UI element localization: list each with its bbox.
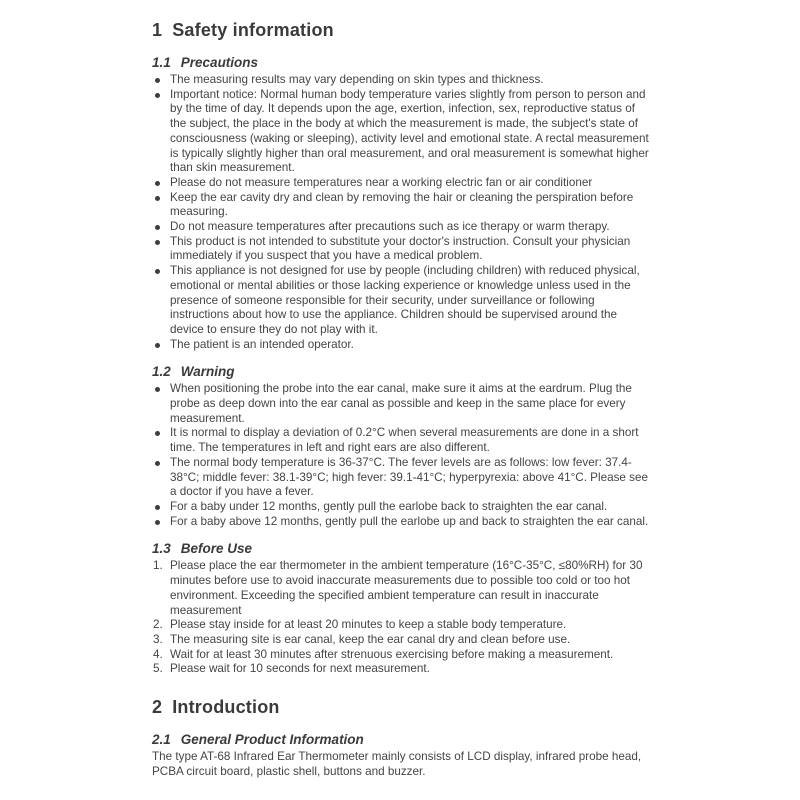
- section-heading: [152, 364, 653, 380]
- section-heading: [152, 55, 653, 71]
- heading-title: Safety information: [172, 20, 334, 40]
- list-item: The normal body temperature is 36-37°C. The fever levels are as follows: low fever: 37.4-38°C; middle fever: 38.1-39°C; high fever: 39.1-41°C; hyperpyrexia: above 41°C. Please see a doctor if you have a fever.: [152, 456, 653, 500]
- bullet-list: [152, 382, 653, 529]
- heading-title: General Product Information: [180, 732, 364, 748]
- list-item: Please stay inside for at least 20 minutes to keep a stable body temperature.: [170, 618, 567, 632]
- document-page: [152, 20, 653, 779]
- list-item: For a baby under 12 months, gently pull the earlobe back to straighten the ear canal.: [152, 500, 653, 515]
- list-item: Please place the ear thermometer in the ambient temperature (16°C-35°C, ≤80%RH) for 30 minutes before use to avoid inaccurate measurements due to possible too cold or too hot environment. Exceeding the specified ambient temperature can result in inaccurate measurement: [170, 559, 643, 617]
- heading-title: Introduction: [172, 697, 280, 718]
- list-item: The measuring results may vary depending on skin types and thickness.: [152, 73, 653, 88]
- list-item: It is normal to display a deviation of 0.2°C when several measurements are done in a short time. The temperatures in left and right ears are also different.: [152, 426, 653, 455]
- heading-number: 1.2: [152, 364, 171, 380]
- list-item: Keep the ear cavity dry and clean by removing the hair or cleaning the perspiration before measuring.: [152, 191, 653, 220]
- list-item: The measuring site is ear canal, keep the ear canal dry and clean before use.: [170, 632, 571, 646]
- section-heading: [152, 732, 653, 748]
- list-item: The patient is an intended operator.: [152, 338, 653, 353]
- heading-title: Before Use: [180, 541, 253, 557]
- heading-number: 1: [152, 20, 163, 40]
- body-paragraph: The type AT-68 Infrared Ear Thermometer mainly consists of LCD display, infrared probe head, PCBA circuit board, plastic shell, buttons and buzzer.: [152, 750, 642, 778]
- list-item: When positioning the probe into the ear canal, make sure it aims at the eardrum. Plug the probe as deep down into the ear canal as possible and keep in the same place for every measurement.: [152, 382, 653, 426]
- list-item: Important notice: Normal human body temperature varies slightly from person to person and by the time of day. It depends upon the age, exertion, infection, sex, reproductive status of the subject, the place in the body at which the measurement is made, the subject's state of consciousness (waking or sleeping), activity level and emotional state. A rectal measurement is typically slightly higher than oral measurement, and oral measurement is somewhat higher than skin measurement.: [152, 88, 653, 176]
- list-item: For a baby above 12 months, gently pull the earlobe up and back to straighten the ear canal.: [152, 515, 653, 530]
- heading-number: 1.3: [152, 541, 171, 557]
- heading-number: 2.1: [152, 732, 171, 748]
- list-item: This product is not intended to substitute your doctor's instruction. Consult your physician immediately if you suspect that you have a medical problem.: [152, 235, 653, 264]
- chapter-heading: [152, 20, 653, 41]
- section-heading: [152, 541, 653, 557]
- list-item: Wait for at least 30 minutes after strenuous exercising before making a measurement.: [170, 647, 614, 661]
- numbered-list: [152, 559, 653, 677]
- bullet-list: [152, 73, 653, 352]
- list-item: Do not measure temperatures after precautions such as ice therapy or warm therapy.: [152, 220, 653, 235]
- chapter-heading: [152, 697, 653, 718]
- list-item: This appliance is not designed for use by people (including children) with reduced physical, emotional or mental abilities or those lacking experience or knowledge unless used in the presence of someone responsible for their security, under surveillance or following instructions about how to use the appliance. Children should be supervised around the device to ensure they do not play with it.: [152, 264, 653, 338]
- heading-title: Warning: [180, 364, 235, 380]
- list-item: Please do not measure temperatures near a working electric fan or air conditioner: [152, 176, 653, 191]
- list-item: Please wait for 10 seconds for next measurement.: [170, 662, 430, 676]
- heading-number: 2: [152, 697, 163, 718]
- heading-number: 1.1: [152, 55, 171, 70]
- heading-title: Precautions: [180, 55, 259, 70]
